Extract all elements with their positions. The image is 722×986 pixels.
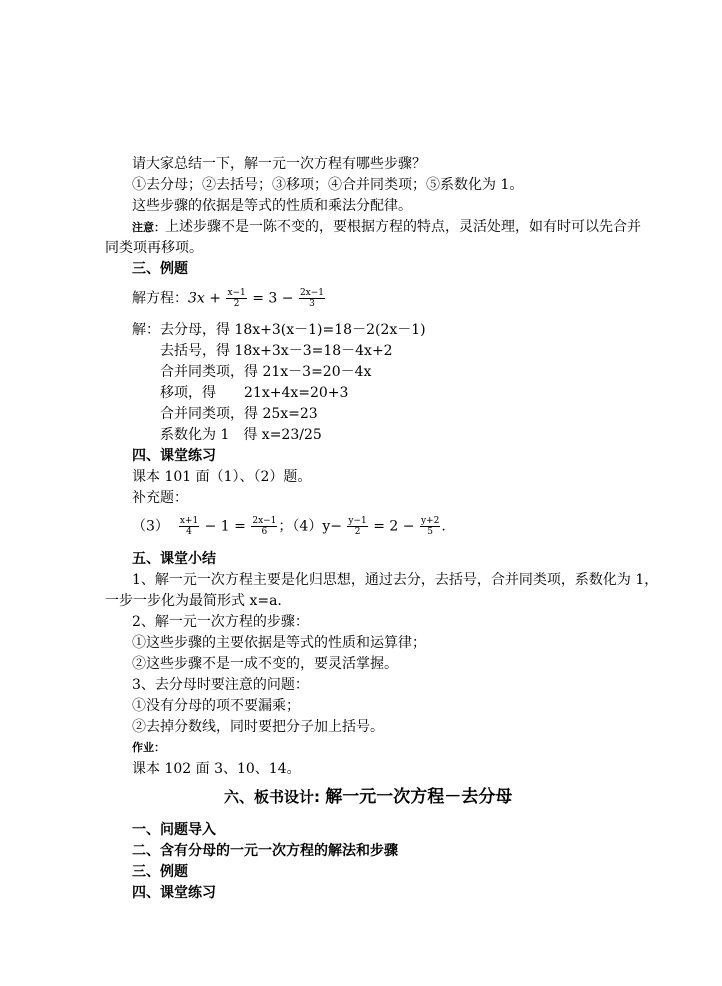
practice-heading: 四、课堂练习 xyxy=(132,448,216,464)
conclusion-line: 3、去分母时要注意的问题： xyxy=(132,677,309,693)
summary-basis: 这些步骤的依据是等式的性质和乘法分配律。 xyxy=(132,198,412,214)
p4-fraction-1 xyxy=(347,516,367,537)
conclusion-line: ①这些步骤的主要依据是等式的性质和运算律； xyxy=(132,635,426,651)
fraction-1-denominator: 2 xyxy=(233,299,240,309)
problem-3-label: （3） xyxy=(132,518,169,535)
p3-fraction-2 xyxy=(251,516,277,537)
solution-line: 合并同类项，得 25x=23 xyxy=(160,406,318,422)
problem-4-label: ；（4）y− xyxy=(278,518,347,535)
eq-part-a: 3x + xyxy=(188,290,226,307)
solution-line: 系数化为 1 得 x=23/25 xyxy=(160,427,322,443)
p3-fraction-1-numerator: x+1 xyxy=(179,516,199,526)
example-prompt: 解方程： xyxy=(132,290,188,307)
board-item: 一、问题导入 xyxy=(132,822,216,838)
p4-middle: = 2 − xyxy=(368,518,419,535)
solution-line: 合并同类项，得 21x－3=20－4x xyxy=(160,364,372,380)
board-item: 四、课堂练习 xyxy=(132,885,216,901)
p4-fraction-1-numerator: y−1 xyxy=(348,516,367,526)
note-text: 上述步骤不是一陈不变的，要根据方程的特点，灵活处理，如有时可以先合并 xyxy=(165,219,641,235)
fraction-1-numerator: x−1 xyxy=(227,288,246,298)
fraction-2-numerator: 2x−1 xyxy=(299,288,325,298)
p3-fraction-1 xyxy=(179,516,199,537)
fraction-1 xyxy=(226,288,246,309)
fraction-2-denominator: 3 xyxy=(309,299,315,309)
conclusion-line: 1、解一元一次方程主要是化归思想，通过去分，去括号，合并同类项，系数化为 1， xyxy=(132,572,659,588)
conclusion-heading: 五、课堂小结 xyxy=(132,551,216,567)
p3-fraction-1-denominator: 4 xyxy=(186,527,192,537)
p3-fraction-2-numerator: 2x−1 xyxy=(252,516,277,526)
solution-line: 去括号，得 18x+3x－3=18－4x+2 xyxy=(160,343,393,359)
conclusion-line: ①没有分母的项不要漏乘； xyxy=(132,698,300,714)
conclusion-line: ②这些步骤不是一成不变的，要灵活掌握。 xyxy=(132,656,398,672)
eq-part-b: = 3 − xyxy=(247,290,298,307)
board-item: 二、含有分母的一元一次方程的解法和步骤 xyxy=(132,843,398,859)
note-line-1 xyxy=(132,217,641,238)
summary-question: 请大家总结一下，解一元一次方程有哪些步骤？ xyxy=(132,156,426,172)
p3-middle: − 1 = xyxy=(200,518,251,535)
example-equation xyxy=(132,288,326,309)
p3-fraction-2-denominator: 6 xyxy=(261,527,268,537)
conclusion-line: 2、解一元一次方程的步骤： xyxy=(132,614,309,630)
solution-line: 移项，得 21x+4x=20+3 xyxy=(160,385,349,401)
board-title: 解一元一次方程－去分母 xyxy=(325,787,513,807)
example-heading: 三、例题 xyxy=(132,261,188,277)
practice-extra-label: 补充题： xyxy=(132,490,188,506)
note-label: 注意： xyxy=(132,221,165,234)
homework-text: 课本 102 面 3、10、14。 xyxy=(132,761,301,777)
board-prefix: 六、板书设计: xyxy=(224,788,326,806)
homework-label: 作业： xyxy=(132,741,165,754)
p4-fraction-2 xyxy=(420,516,440,537)
practice-problems xyxy=(132,516,446,537)
board-item: 三、例题 xyxy=(132,864,188,880)
note-line-2: 同类项再移项。 xyxy=(105,240,203,256)
solution-line: 解：去分母，得 18x+3(x－1)=18－2(2x－1) xyxy=(132,322,426,338)
p4-end: . xyxy=(441,518,446,535)
p4-fraction-2-denominator: 5 xyxy=(427,527,433,537)
summary-steps: ①去分母；②去括号；③移项；④合并同类项；⑤系数化为 1。 xyxy=(132,177,524,193)
p4-fraction-2-numerator: y+2 xyxy=(420,516,440,526)
board-design-title xyxy=(224,787,512,808)
conclusion-line: ②去掉分数线，同时要把分子加上括号。 xyxy=(132,719,384,735)
fraction-2 xyxy=(299,288,325,309)
conclusion-line: 一步一步化为最简形式 x=a. xyxy=(105,593,282,609)
practice-textbook: 课本 101 面（1）、（2）题。 xyxy=(132,469,312,485)
p4-fraction-1-denominator: 2 xyxy=(354,527,361,537)
